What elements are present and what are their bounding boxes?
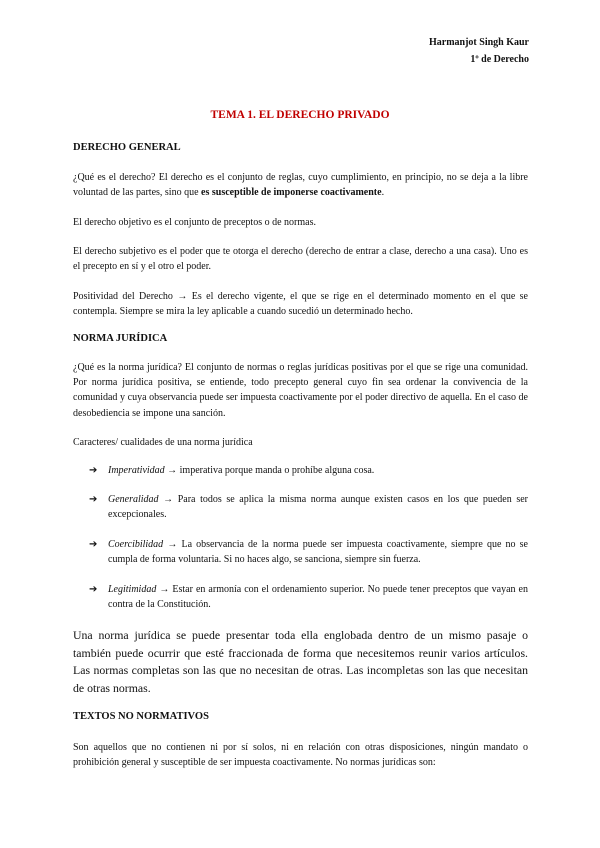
arrow-icon: ➔: [89, 584, 98, 595]
bold-phrase: es susceptible de imponerse coactivamente: [201, 187, 382, 199]
list-item: [89, 582, 528, 612]
document-title: TEMA 1. EL DERECHO PRIVADO: [210, 109, 390, 121]
list-item: [89, 537, 528, 567]
arrow-icon: ➔: [89, 539, 98, 550]
paragraph-end: .: [381, 187, 385, 199]
arrow-icon: ➔: [89, 465, 98, 476]
paragraph-caracteres: Caracteres/ cualidades de una norma jurídica: [73, 437, 253, 448]
section-heading-derecho-general: DERECHO GENERAL: [73, 142, 181, 153]
course-name: 1º de Derecho: [470, 54, 529, 65]
item-text: → Estar en armonía con el ordenamiento superior. No puede tener preceptos que vayan en contra de la Constitución.: [108, 584, 528, 611]
item-term: Generalidad: [108, 494, 159, 505]
paragraph-derecho-subjetivo: El derecho subjetivo es el poder que te otorga el derecho (derecho de entrar a clase, derecho a una casa). Uno es el precepto en sí y el otro el poder.: [73, 246, 528, 273]
paragraph-positividad: Positividad del Derecho → Es el derecho vigente, el que se rige en el determinado momento en el que se contempla. Siempre se mira la ley aplicable a cuando sucedió un determinado hecho.: [73, 291, 528, 318]
item-text: → imperativa porque manda o prohíbe alguna cosa.: [164, 465, 375, 476]
paragraph-text: ¿Qué es el derecho? El derecho es el conjunto de reglas, cuyo cumplimiento, en principio, no se deja a la libre voluntad de las partes, sino que: [73, 172, 528, 199]
paragraph-que-es-norma: ¿Qué es la norma jurídica? El conjunto de normas o reglas jurídicas positivas por el que se rige una comunidad. Por norma jurídica positiva, se entiende, todo precepto general cuyo fin sea ordenar la convivencia de la comunidad y cuya observancia puede ser impuesta coactivamente por el poder directivo de aquella. En el caso de desobediencia se impone una sanción.: [73, 362, 528, 419]
arrow-icon: ➔: [89, 494, 98, 505]
header: [429, 34, 529, 68]
section-heading-norma-juridica: NORMA JURÍDICA: [73, 333, 168, 344]
item-term: Imperatividad: [108, 465, 165, 476]
section-heading-textos-no-normativos: TEXTOS NO NORMATIVOS: [73, 711, 209, 722]
paragraph-norma-presentacion: Una norma jurídica se puede presentar toda ella englobada dentro de un mismo pasaje o también puede ocurrir que esté fraccionada de forma que necesitemos reunir varios artículos. Las normas completas son las que no necesitan de otras. Las incompletas son las que necesitan de otras normas.: [73, 628, 528, 695]
item-term: Coercibilidad: [108, 539, 164, 550]
paragraph-que-es-derecho: [73, 170, 528, 200]
paragraph-derecho-objetivo: El derecho objetivo es el conjunto de preceptos o de normas.: [73, 217, 316, 228]
item-text: → La observancia de la norma puede ser impuesta coactivamente, siempre que no se cumpla de forma voluntaria. Si no haces algo, se sanciona, siempre sin fuerza.: [108, 539, 528, 566]
paragraph-textos-no-normativos: Son aquellos que no contienen ni por sí solos, ni en relación con otras disposiciones, ningún mandato o prohibición general y susceptible de ser impuesta coactivamente. No normas jurídicas son:: [73, 742, 528, 769]
item-text: → Para todos se aplica la misma norma aunque existen casos en los que pueden ser excepcionales.: [108, 494, 528, 521]
list-item: [89, 463, 528, 478]
author-name: Harmanjot Singh Kaur: [428, 37, 529, 48]
list-item: [89, 492, 528, 522]
item-term: Legitimidad: [108, 584, 157, 595]
